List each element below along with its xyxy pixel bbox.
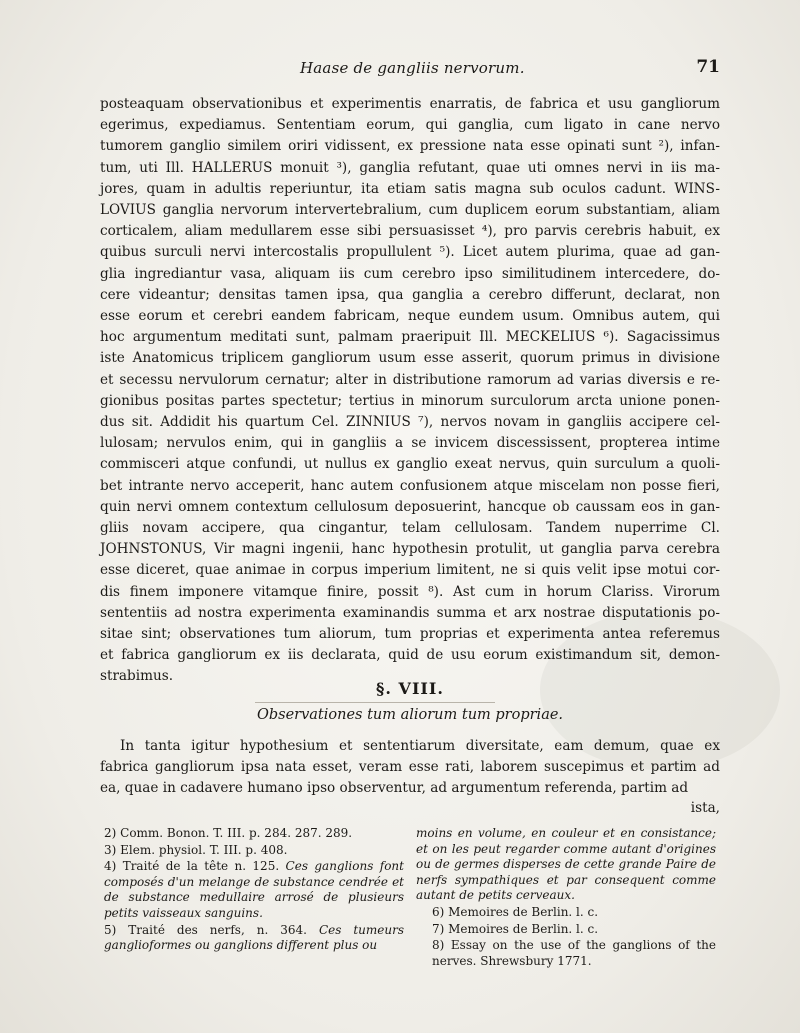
text-line: LOVIUS ganglia nervorum intervertebralium, cum duplicem eorum substantiam, aliam <box>100 202 720 219</box>
text-line: posteaquam observationibus et experimentis enarratis, de fabrica et usu gangliorum <box>100 96 720 112</box>
text-line: hoc argumentum meditati sunt, palmam praeripuit Ill. MECKELIUS ⁶). Sagacissimus <box>100 329 720 346</box>
footnote-5-continued: moins en volume, en couleur et en consistance; et on les peut regarder comme autant d'origines ou de germes disperses de cette grande Paire de nerfs sympathiques et par consequent comme autant de petits cerveaux. <box>416 826 716 903</box>
footnote-4-quote: Ces ganglions font composés d'un melange de substance cendrée et de substance medullaire arrosé de plusieurs petits vaisseaux sanguins. <box>104 859 404 920</box>
section-heading: §. VIII. <box>376 679 444 698</box>
text-line: gliis novam accipere, qua cingantur, telam cellulosam. Tandem nuperrime Cl. <box>100 520 720 537</box>
text-line: gionibus positas partes spectetur; tertius in minorum surculorum arcta unione ponen- <box>100 392 720 409</box>
footnote-4 <box>104 859 404 921</box>
text-line: dus sit. Addidit his quartum Cel. ZINNIUS ⁷), nervos novam in gangliis accipere cel- <box>100 414 720 431</box>
text-line: JOHNSTONUS, Vir magni ingenii, hanc hypothesin protulit, ut ganglia parva cerebra <box>100 541 720 558</box>
text-line: esse diceret, quae animae in corpus imperium limitent, ne si quis velit ipse motui cor- <box>100 562 720 579</box>
section-subheading: Observationes tum aliorum tum propriae. <box>256 707 564 723</box>
text-line: strabimus. <box>100 668 174 685</box>
text-line: et fabrica gangliorum ex iis declarata, quid de usu eorum existimandum sit, demon- <box>100 647 720 664</box>
footnote-5 <box>104 923 404 954</box>
text-line: quibus surculi nervi intercostalis propullulent ⁵). Licet autem plurima, quae ad gan- <box>100 244 720 261</box>
footnote-7: 7) Memoires de Berlin. l. c. <box>432 921 599 936</box>
text-line: lulosam; nervulos enim, qui in gangliis a se invicem discessissent, propterea intime <box>100 435 720 452</box>
text-line: dis finem imponere vitamque finire, possit ⁸). Ast cum in horum Clariss. Virorum <box>100 583 720 600</box>
main-paragraph <box>100 94 720 688</box>
text-line: corticalem, aliam medullarem esse sibi persuasisset ⁴), pro parvis cerebris habuit, ex <box>100 223 720 240</box>
footnote-6: 6) Memoires de Berlin. l. c. <box>432 904 599 919</box>
footnote-5-quote: Ces tumeurs ganglioformes ou ganglions different plus ou <box>104 922 404 953</box>
footnote-5-ref: 5) Traité des nerfs, n. 364. <box>104 922 307 937</box>
text-line: In tanta igitur hypothesium et sententiarum diversitate, eam demum, quae ex <box>120 738 720 754</box>
text-line: esse eorum et cerebri eandem fabricam, neque eundem usum. Omnibus autem, qui <box>100 308 720 325</box>
footnote-2: 2) Comm. Bonon. T. III. p. 284. 287. 289. <box>104 826 353 840</box>
section-rule <box>255 702 495 703</box>
footnote-8: 8) Essay on the use of the ganglions of the nerves. Shrewsbury 1771. <box>432 938 716 968</box>
section-paragraph <box>100 736 720 800</box>
text-line: tumorem ganglio similem oriri vidissent, ex pressione nata esse opinati sunt ²), infan- <box>100 138 720 155</box>
catchword: ista, <box>690 800 720 816</box>
text-line: quin nervi omnem contextum cellulosum deposuerint, hancque ob caussam eos in gan- <box>100 498 720 515</box>
text-line: egerimus, expediamus. Sententiam eorum, qui ganglia, cum ligato in cane nervo <box>100 117 720 134</box>
running-title: Haase de gangliis nervorum. <box>300 59 525 77</box>
footnote-4-ref: 4) Traité de la tête n. 125. <box>104 859 280 874</box>
footnotes-left-column <box>104 826 404 955</box>
text-line: jores, quam in adultis reperiuntur, ita etiam satis magna sub oculos cadunt. WINS- <box>100 180 720 197</box>
text-line: ea, quae in cadavere humano ipso observentur, ad argumentum referenda, partim ad <box>100 780 689 797</box>
text-line: cere videantur; densitas tamen ipsa, qua ganglia a cerebro differunt, declarat, non <box>100 286 720 303</box>
text-line: bet intrante nervo acceperit, hanc autem confusionem atque miscelam non posse fieri, <box>100 477 720 494</box>
text-line: sententiis ad nostra experimenta examinandis summa et arx nostrae disputationis po- <box>100 604 720 621</box>
page-header <box>100 55 720 85</box>
text-line: et secessu nervulorum cernatur; alter in distributione ramorum ad varias diversis e re- <box>100 371 720 388</box>
footnote-3: 3) Elem. physiol. T. III. p. 408. <box>104 842 288 857</box>
page-number: 71 <box>696 57 720 77</box>
text-line: sitae sint; observationes tum aliorum, tum proprias et experimenta antea referemus <box>100 626 720 643</box>
text-line: fabrica gangliorum ipsa nata esset, veram esse rati, laborem suscepimus et partim ad <box>100 759 720 776</box>
text-line: iste Anatomicus triplicem gangliorum usum esse asserit, quorum primus in divisione <box>100 350 720 367</box>
text-line: commisceri atque confundi, ut nullus ex ganglio exeat nervus, quin surculum a quoli- <box>100 456 720 473</box>
text-line: tum, uti Ill. HALLERUS monuit ³), ganglia refutant, quae uti omnes nervi in iis ma- <box>100 159 720 176</box>
text-line: glia ingrediantur vasa, aliquam iis cum cerebro ipso similitudinem intercedere, do- <box>100 265 720 282</box>
footnotes-right-column <box>416 826 716 970</box>
